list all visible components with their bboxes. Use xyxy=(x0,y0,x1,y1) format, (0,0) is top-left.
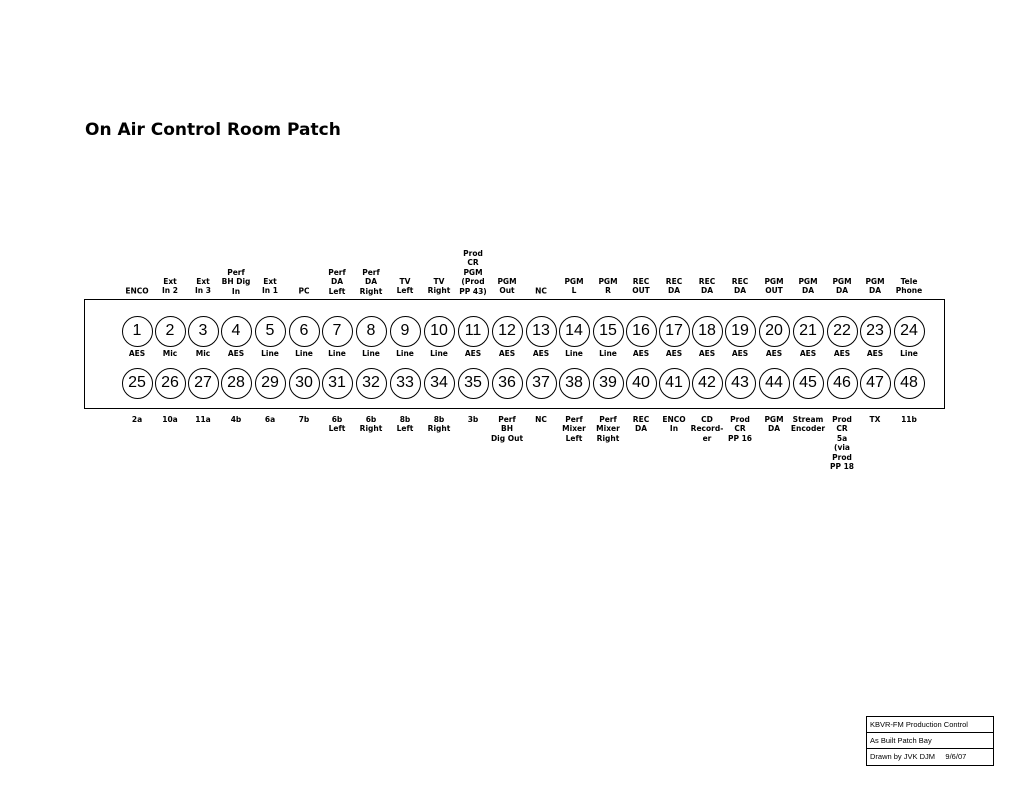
bottom-label: 8b Left xyxy=(396,415,414,434)
jack-bottom: 34 xyxy=(424,368,455,399)
bottom-label: 6b Right xyxy=(359,415,383,434)
signal-type-label: AES xyxy=(128,349,146,358)
bottom-label: Prod CR 5a (via Prod PP 18 xyxy=(829,415,855,472)
bottom-label: ENCO In xyxy=(662,415,686,434)
top-label: PC xyxy=(298,286,310,296)
bottom-label: Perf BH Dig Out xyxy=(490,415,524,443)
jack-bottom: 48 xyxy=(894,368,925,399)
signal-type-label: Mic xyxy=(195,349,211,358)
bottom-label: 7b xyxy=(298,415,310,424)
signal-type-label: Line xyxy=(362,349,380,358)
jack-bottom: 31 xyxy=(322,368,353,399)
jack-bottom: 29 xyxy=(255,368,286,399)
jack-bottom: 30 xyxy=(289,368,320,399)
bottom-label: 2a xyxy=(131,415,143,424)
top-label: ENCO xyxy=(125,286,149,296)
jack-top: 4 xyxy=(221,316,252,347)
jack-bottom: 39 xyxy=(593,368,624,399)
top-label: PGM DA xyxy=(832,277,852,296)
jack-bottom: 35 xyxy=(458,368,489,399)
jack-top: 1 xyxy=(122,316,153,347)
signal-type-label: AES xyxy=(227,349,245,358)
top-label: REC DA xyxy=(698,277,716,296)
top-label: PGM R xyxy=(598,277,618,296)
jack-bottom: 33 xyxy=(390,368,421,399)
page-title: On Air Control Room Patch xyxy=(85,120,341,140)
bottom-label: Prod CR PP 16 xyxy=(727,415,753,443)
bottom-label: 11b xyxy=(901,415,917,424)
jack-top: 24 xyxy=(894,316,925,347)
jack-bottom: 38 xyxy=(559,368,590,399)
bottom-label: PGM DA xyxy=(764,415,784,434)
jack-bottom: 36 xyxy=(492,368,523,399)
title-block-description: As Built Patch Bay xyxy=(867,733,993,749)
top-label: NC xyxy=(535,286,547,296)
jack-top: 7 xyxy=(322,316,353,347)
signal-type-label: AES xyxy=(665,349,683,358)
signal-type-label: AES xyxy=(532,349,550,358)
jack-bottom: 42 xyxy=(692,368,723,399)
signal-type-label: AES xyxy=(698,349,716,358)
bottom-label: 10a xyxy=(162,415,178,424)
bottom-label: TX xyxy=(869,415,881,424)
signal-type-label: AES xyxy=(799,349,817,358)
bottom-label: 4b xyxy=(230,415,242,424)
jack-bottom: 26 xyxy=(155,368,186,399)
signal-type-label: AES xyxy=(866,349,884,358)
title-block-station: KBVR-FM Production Control xyxy=(867,717,993,733)
top-label: REC DA xyxy=(665,277,683,296)
signal-type-label: Line xyxy=(565,349,583,358)
jack-top: 11 xyxy=(458,316,489,347)
top-label: Ext In 2 xyxy=(162,277,178,296)
jack-top: 19 xyxy=(725,316,756,347)
jack-bottom: 45 xyxy=(793,368,824,399)
bottom-label: 11a xyxy=(195,415,211,424)
top-label: PGM DA xyxy=(865,277,885,296)
signal-type-label: Line xyxy=(430,349,448,358)
top-label: PGM DA xyxy=(798,277,818,296)
jack-top: 16 xyxy=(626,316,657,347)
top-label: Perf DA Left xyxy=(328,267,346,296)
bottom-label: 6b Left xyxy=(328,415,346,434)
jack-bottom: 47 xyxy=(860,368,891,399)
top-label: Tele Phone xyxy=(895,277,923,296)
signal-type-label: AES xyxy=(765,349,783,358)
signal-type-label: AES xyxy=(731,349,749,358)
signal-type-label: AES xyxy=(498,349,516,358)
signal-type-label: Line xyxy=(261,349,279,358)
jack-bottom: 46 xyxy=(827,368,858,399)
jack-top: 18 xyxy=(692,316,723,347)
jack-top: 22 xyxy=(827,316,858,347)
top-label: PGM OUT xyxy=(764,277,784,296)
jack-bottom: 37 xyxy=(526,368,557,399)
top-label: PGM Out xyxy=(497,277,517,296)
jack-top: 8 xyxy=(356,316,387,347)
signal-type-label: Line xyxy=(396,349,414,358)
jack-top: 23 xyxy=(860,316,891,347)
jack-bottom: 41 xyxy=(659,368,690,399)
jack-top: 21 xyxy=(793,316,824,347)
bottom-label: 8b Right xyxy=(427,415,451,434)
top-label: Perf DA Right xyxy=(359,267,383,296)
jack-top: 17 xyxy=(659,316,690,347)
top-label: Prod CR PGM (Prod PP 43) xyxy=(459,248,487,296)
signal-type-label: Line xyxy=(295,349,313,358)
bottom-label: Perf Mixer Right xyxy=(596,415,620,443)
jack-top: 9 xyxy=(390,316,421,347)
bottom-label: REC DA xyxy=(632,415,650,434)
jack-top: 2 xyxy=(155,316,186,347)
jack-top: 20 xyxy=(759,316,790,347)
jack-bottom: 43 xyxy=(725,368,756,399)
jack-bottom: 32 xyxy=(356,368,387,399)
top-label: PGM L xyxy=(564,277,584,296)
jack-top: 14 xyxy=(559,316,590,347)
top-label: TV Left xyxy=(396,277,414,296)
top-label: Ext In 1 xyxy=(262,277,278,296)
signal-type-label: Mic xyxy=(162,349,178,358)
bottom-label: NC xyxy=(535,415,547,424)
jack-top: 3 xyxy=(188,316,219,347)
signal-type-label: AES xyxy=(632,349,650,358)
title-block xyxy=(866,716,994,766)
jack-top: 15 xyxy=(593,316,624,347)
jack-bottom: 44 xyxy=(759,368,790,399)
signal-type-label: Line xyxy=(599,349,617,358)
top-label: Perf BH Dig In xyxy=(221,267,251,296)
signal-type-label: AES xyxy=(833,349,851,358)
bottom-label: Perf Mixer Left xyxy=(562,415,586,443)
jack-bottom: 27 xyxy=(188,368,219,399)
jack-top: 13 xyxy=(526,316,557,347)
top-label: Ext In 3 xyxy=(195,277,211,296)
top-label: REC OUT xyxy=(632,277,650,296)
jack-top: 5 xyxy=(255,316,286,347)
signal-type-label: Line xyxy=(900,349,918,358)
jack-bottom: 28 xyxy=(221,368,252,399)
top-label: TV Right xyxy=(427,277,451,296)
bottom-label: Stream Encoder xyxy=(790,415,826,434)
jack-top: 12 xyxy=(492,316,523,347)
signal-type-label: Line xyxy=(328,349,346,358)
bottom-label: 6a xyxy=(264,415,276,424)
signal-type-label: AES xyxy=(464,349,482,358)
top-label: REC DA xyxy=(731,277,749,296)
jack-bottom: 40 xyxy=(626,368,657,399)
jack-bottom: 25 xyxy=(122,368,153,399)
jack-top: 6 xyxy=(289,316,320,347)
title-block-drawn-by: Drawn by JVK DJM 9/6/07 xyxy=(870,752,967,761)
bottom-label: CD Record- er xyxy=(690,415,724,443)
jack-top: 10 xyxy=(424,316,455,347)
bottom-label: 3b xyxy=(467,415,479,424)
